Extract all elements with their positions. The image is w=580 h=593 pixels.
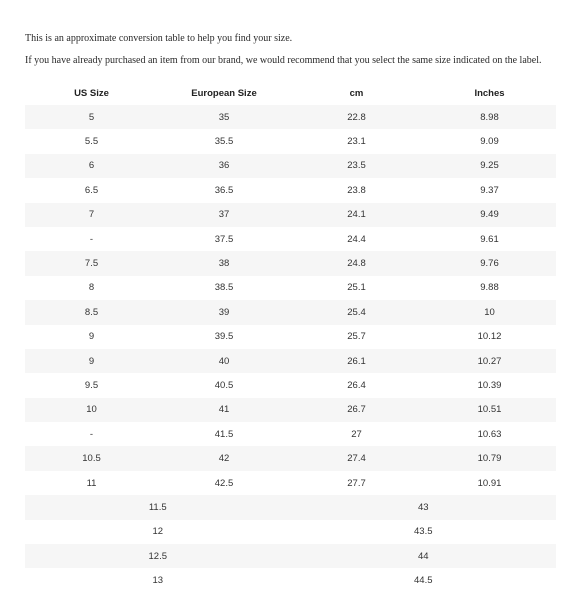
us-size-cell: - <box>89 428 94 440</box>
us-size-cell: 7 <box>88 209 95 221</box>
european-size-cell: 41 <box>218 404 230 416</box>
european-size-cell: 38.5 <box>214 282 234 294</box>
us-size-cell: 6.5 <box>84 184 99 196</box>
inches-cell: 9.61 <box>480 233 499 245</box>
european-size-cell: 35.5 <box>214 136 234 148</box>
header-cm: cm <box>349 87 364 99</box>
us-size-cell: 9 <box>88 355 95 367</box>
cm-cell: 25.4 <box>347 306 366 318</box>
table-row <box>25 251 556 275</box>
us-size-cell: 11.5 <box>148 501 167 513</box>
european-size-cell: 38 <box>218 258 230 270</box>
header-us-size: US Size <box>74 87 109 99</box>
us-size-cell: 9 <box>88 331 95 343</box>
european-size-cell: 44.5 <box>414 575 433 587</box>
cm-cell: 27.4 <box>347 453 366 465</box>
us-size-cell: 12 <box>152 526 164 538</box>
inches-cell: 10.39 <box>477 379 502 391</box>
inches-cell: 9.88 <box>480 282 499 294</box>
european-size-cell: 36.5 <box>214 184 234 196</box>
cm-cell: 25.7 <box>347 331 366 343</box>
table-row <box>25 544 556 568</box>
us-size-cell: 12.5 <box>148 550 167 562</box>
cm-cell: 24.8 <box>347 258 366 270</box>
inches-cell: 9.25 <box>480 160 499 172</box>
us-size-cell: 11 <box>86 477 97 489</box>
us-size-cell: 13 <box>152 575 164 587</box>
table-row <box>25 520 556 544</box>
header-inches: Inches <box>474 87 505 99</box>
table-body <box>25 105 556 593</box>
table-row <box>25 373 556 397</box>
table-row <box>25 227 556 251</box>
inches-cell: 9.49 <box>480 209 499 221</box>
european-size-cell: 35 <box>218 111 230 123</box>
european-size-cell: 44 <box>417 550 429 562</box>
european-size-cell: 42.5 <box>214 477 234 489</box>
table-row <box>25 203 556 227</box>
cm-cell: 22.8 <box>347 111 366 123</box>
cm-cell: 26.1 <box>347 355 366 367</box>
table-row <box>25 349 556 373</box>
us-size-cell: 5 <box>88 111 95 123</box>
cm-cell: 27.7 <box>347 477 366 489</box>
table-row <box>25 154 556 178</box>
cm-cell: 24.1 <box>347 209 366 221</box>
table-row <box>25 325 556 349</box>
table-row <box>25 300 556 324</box>
inches-cell: 8.98 <box>480 111 499 123</box>
us-size-cell: 6 <box>88 160 95 172</box>
european-size-cell: 39.5 <box>214 331 234 343</box>
european-size-cell: 41.5 <box>214 428 234 440</box>
us-size-cell: 10 <box>86 404 97 416</box>
table-row <box>25 495 556 519</box>
table-row <box>25 129 556 153</box>
inches-cell: 10.63 <box>477 428 502 440</box>
us-size-cell: 10.5 <box>82 453 101 465</box>
european-size-cell: 37.5 <box>214 233 234 245</box>
european-size-cell: 43 <box>417 501 429 513</box>
table-row <box>25 105 556 129</box>
cm-cell: 27 <box>351 428 362 440</box>
inches-cell: 9.76 <box>480 258 499 270</box>
inches-cell: 10.91 <box>477 477 502 489</box>
inches-cell: 10 <box>484 306 495 318</box>
cm-cell: 23.1 <box>347 136 366 148</box>
us-size-cell: 7.5 <box>84 258 99 270</box>
table-row <box>25 276 556 300</box>
cm-cell: 23.8 <box>347 184 366 196</box>
cm-cell: 23.5 <box>347 160 366 172</box>
european-size-cell: 36 <box>218 160 230 172</box>
inches-cell: 10.79 <box>477 453 502 465</box>
us-size-cell: 9.5 <box>84 379 99 391</box>
us-size-cell: - <box>89 233 94 245</box>
inches-cell: 9.37 <box>480 184 499 196</box>
table-row <box>25 398 556 422</box>
european-size-cell: 40 <box>218 355 230 367</box>
table-row <box>25 422 556 446</box>
intro-note: If you have already purchased an item from our brand, we would recommend that you select the same size indicated on the label. <box>25 55 542 66</box>
us-size-cell: 8.5 <box>84 306 99 318</box>
inches-cell: 10.12 <box>477 331 502 343</box>
table-row <box>25 568 556 592</box>
cm-cell: 26.7 <box>347 404 366 416</box>
header-european-size: European Size <box>191 87 257 99</box>
intro-text: This is an approximate conversion table to help you find your size. <box>25 33 293 44</box>
table-row <box>25 178 556 202</box>
inches-cell: 10.27 <box>477 355 502 367</box>
cm-cell: 24.4 <box>347 233 366 245</box>
table-header-row <box>25 81 556 105</box>
european-size-cell: 42 <box>218 453 230 465</box>
us-size-cell: 5.5 <box>84 136 99 148</box>
table-row <box>25 471 556 495</box>
inches-cell: 9.09 <box>480 136 499 148</box>
cm-cell: 25.1 <box>347 282 366 294</box>
european-size-cell: 40.5 <box>214 379 234 391</box>
european-size-cell: 43.5 <box>414 526 433 538</box>
cm-cell: 26.4 <box>347 379 366 391</box>
european-size-cell: 39 <box>218 306 230 318</box>
inches-cell: 10.51 <box>477 404 502 416</box>
table-row <box>25 446 556 470</box>
size-conversion-table <box>25 81 556 593</box>
european-size-cell: 37 <box>218 209 230 221</box>
us-size-cell: 8 <box>88 282 95 294</box>
